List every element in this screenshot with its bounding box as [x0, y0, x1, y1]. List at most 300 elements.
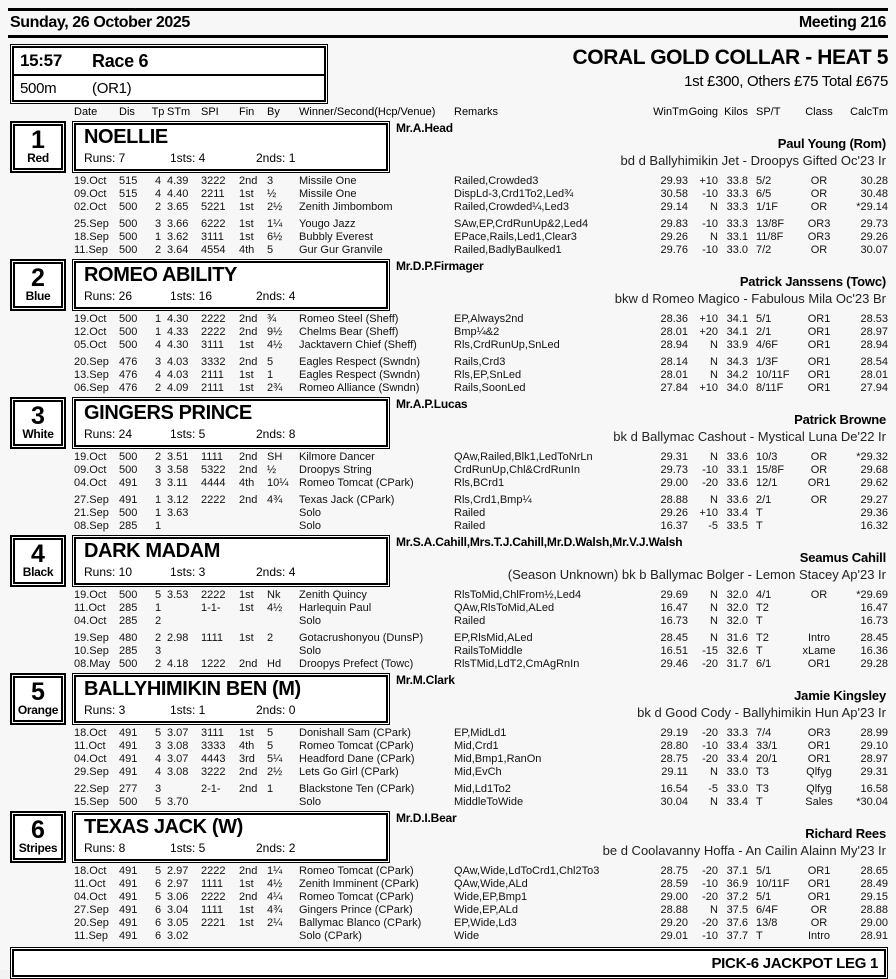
form-trap: 1 — [154, 602, 162, 614]
form-trap: 5 — [154, 589, 162, 601]
form-finish-position: 1st — [239, 201, 254, 213]
form-remarks: Rls,Crd1,Bmp¼ — [454, 494, 532, 506]
form-distance: 500 — [119, 451, 138, 463]
form-date: 08.May — [74, 658, 111, 670]
form-remarks: Bmp¼&2 — [454, 326, 500, 338]
race-time: 15:57 — [20, 51, 62, 70]
form-row — [74, 188, 888, 201]
form-distance: 500 — [119, 326, 138, 338]
form-lines — [8, 865, 888, 943]
form-winner-second: Romeo Steel (Sheff) — [299, 313, 399, 325]
form-row — [74, 175, 888, 188]
form-split-positions: 2222 — [201, 494, 226, 506]
trap-badge — [10, 535, 66, 587]
form-date: 10.Sep — [74, 645, 109, 657]
form-row — [74, 477, 888, 490]
form-winner-second: Lets Go Girl (CPark) — [299, 766, 399, 778]
form-row — [74, 369, 888, 382]
col-header-wintm: WinTm — [653, 106, 688, 118]
form-calculated-time: 29.27 — [860, 494, 888, 506]
form-winner-second: Jacktavern Chief (Sheff) — [299, 339, 417, 351]
form-starting-price: 2/1 — [756, 494, 772, 506]
col-header-date: Date — [74, 106, 98, 118]
form-sectional-time: 4.33 — [167, 326, 189, 338]
runs-count: Runs: 10 — [84, 565, 133, 579]
form-winning-time: 28.45 — [660, 632, 688, 644]
form-trap: 1 — [154, 326, 162, 338]
form-winning-time: 28.75 — [660, 753, 688, 765]
form-remarks: Rls,CrdRunUp,SnLed — [454, 339, 560, 351]
form-winning-time: 29.00 — [660, 891, 688, 903]
form-sectional-time: 2.97 — [167, 878, 189, 890]
form-starting-price: 13/8F — [756, 218, 785, 230]
column-headers — [74, 106, 888, 119]
form-starting-price: 20/1 — [756, 753, 778, 765]
col-header-going: Going — [688, 106, 718, 118]
form-winning-margin: 1¼ — [267, 218, 283, 230]
form-split-positions: 1222 — [201, 658, 226, 670]
form-calculated-time: 28.91 — [860, 930, 888, 942]
form-starting-price: 5/1 — [756, 313, 772, 325]
form-finish-position: 1st — [239, 904, 254, 916]
form-trap: 1 — [154, 494, 162, 506]
form-finish-position: 4th — [239, 740, 255, 752]
form-split-positions: 2222 — [201, 313, 226, 325]
form-calculated-time: 16.36 — [860, 645, 888, 657]
form-date: 18.Oct — [74, 865, 107, 877]
form-winning-margin: 6½ — [267, 231, 283, 243]
form-trap: 5 — [154, 727, 162, 739]
form-winning-time: 16.54 — [660, 783, 688, 795]
form-race-class: OR — [810, 589, 828, 601]
form-winning-margin — [267, 796, 299, 809]
form-winner-second: Droopys Prefect (Towc) — [299, 658, 414, 670]
form-distance: 476 — [119, 369, 138, 381]
form-calculated-time: 28.49 — [860, 878, 888, 890]
form-race-class: OR — [810, 188, 828, 200]
form-remarks: QAw,Wide,LdToCrd1,Chl2To3 — [454, 865, 600, 877]
form-row — [74, 451, 888, 464]
form-winning-time: 28.01 — [660, 326, 688, 338]
form-trap: 3 — [154, 218, 162, 230]
form-finish-position: 2nd — [239, 356, 258, 368]
seconds-count: 2nds: 0 — [256, 703, 296, 717]
form-winning-time: 29.46 — [660, 658, 688, 670]
form-sectional-time: 3.06 — [167, 891, 189, 903]
form-winner-second: Romeo Tomcat (CPark) — [299, 865, 414, 877]
form-finish-position: 2nd — [239, 464, 258, 476]
owner-name: Mr.S.A.Cahill,Mrs.T.J.Cahill,Mr.D.Walsh,Mr.V.J.Walsh — [396, 535, 683, 549]
form-winning-margin: 4¾ — [267, 904, 283, 916]
form-row — [74, 796, 888, 809]
form-date: 11.Sep — [74, 930, 109, 942]
form-finish-position: 1st — [239, 231, 254, 243]
runner-section — [8, 535, 888, 671]
form-finish-position — [239, 615, 267, 628]
form-starting-price: T — [756, 615, 763, 627]
form-trap: 2 — [154, 632, 162, 644]
firsts-count: 1sts: 4 — [170, 151, 206, 165]
form-winning-margin: SH — [267, 451, 283, 463]
form-winning-margin: 9½ — [267, 326, 283, 338]
form-going-allowance: -10 — [702, 740, 718, 752]
runner-header — [8, 673, 888, 727]
firsts-count: 1sts: 16 — [170, 289, 213, 303]
form-race-class: OR1 — [807, 382, 831, 394]
form-finish-position: 1st — [239, 589, 254, 601]
form-winning-margin: 2½ — [267, 201, 283, 213]
form-row — [74, 494, 888, 507]
form-finish-position: 4th — [239, 477, 255, 489]
form-date: 27.Sep — [74, 494, 109, 506]
form-calculated-time: *29.69 — [856, 589, 888, 601]
form-winner-second: Solo — [299, 507, 322, 519]
runner-section — [8, 121, 888, 257]
form-finish-position: 1st — [239, 727, 254, 739]
form-trap: 1 — [154, 313, 162, 325]
form-distance: 500 — [119, 796, 138, 808]
form-calculated-time: 30.07 — [860, 244, 888, 256]
form-winning-time: 28.14 — [660, 356, 688, 368]
form-date: 29.Sep — [74, 766, 109, 778]
form-calculated-time: 29.10 — [860, 740, 888, 752]
form-weight-kilos: 33.4 — [726, 740, 748, 752]
form-split-positions: 4443 — [201, 753, 226, 765]
form-weight-kilos: 33.6 — [726, 494, 748, 506]
form-finish-position — [239, 645, 267, 658]
form-sectional-time: 4.09 — [167, 382, 189, 394]
form-remarks: Wide — [454, 930, 480, 942]
form-date: 02.Oct — [74, 201, 107, 213]
form-remarks: Railed — [454, 520, 486, 532]
form-distance: 491 — [119, 740, 138, 752]
trap-color-label: Orange — [17, 703, 59, 717]
form-date: 12.Oct — [74, 326, 107, 338]
race-info-box-inner — [12, 46, 326, 102]
form-winning-margin: 2 — [267, 632, 274, 644]
form-winner-second: Eagles Respect (Swndn) — [299, 369, 421, 381]
runner-name: TEXAS JACK (W) — [84, 816, 243, 838]
form-going-allowance: -20 — [702, 658, 718, 670]
form-calculated-time: 28.54 — [860, 356, 888, 368]
runner-stats — [84, 151, 378, 165]
form-distance: 285 — [119, 645, 138, 657]
form-race-class: OR1 — [807, 865, 831, 877]
form-weight-kilos: 33.4 — [726, 796, 748, 808]
form-winning-margin: 5 — [267, 244, 274, 256]
form-winner-second: Solo — [299, 796, 322, 808]
form-row — [74, 930, 888, 943]
form-winning-time: 28.88 — [660, 904, 688, 916]
form-going-allowance: -20 — [702, 865, 718, 877]
form-sectional-time: 4.18 — [167, 658, 189, 670]
col-header-stm: STm — [167, 106, 191, 118]
form-winning-time: 29.31 — [660, 451, 688, 463]
form-starting-price: 5/1 — [756, 865, 772, 877]
form-calculated-time: 16.47 — [860, 602, 888, 614]
form-going-allowance: N — [710, 339, 718, 351]
form-distance: 491 — [119, 494, 138, 506]
form-trap: 3 — [154, 645, 162, 657]
form-winning-time: 29.26 — [660, 231, 688, 243]
form-winning-margin: 1 — [267, 369, 274, 381]
form-sectional-time: 4.30 — [167, 339, 189, 351]
form-going-allowance: -10 — [702, 878, 718, 890]
form-finish-position: 1st — [239, 382, 254, 394]
form-remarks: Wide,EP,ALd — [454, 904, 519, 916]
trap-number: 6 — [31, 816, 45, 844]
form-winning-margin — [267, 645, 299, 658]
trainer-name: Jamie Kingsley — [794, 688, 886, 703]
form-sectional-time: 4.30 — [167, 313, 189, 325]
runner-name-box — [72, 811, 390, 863]
form-winning-margin: 4½ — [267, 878, 283, 890]
runner-name-box — [72, 673, 390, 725]
form-weight-kilos: 33.3 — [726, 218, 748, 230]
firsts-count: 1sts: 3 — [170, 565, 206, 579]
form-trap: 2 — [154, 201, 162, 213]
form-finish-position: 2nd — [239, 783, 258, 795]
breeding-line: bd d Ballyhimikin Jet - Droopys Gifted Oc'23 Ir — [620, 153, 886, 168]
form-trap: 4 — [154, 369, 162, 381]
form-split-positions: 2222 — [201, 326, 226, 338]
form-lines — [8, 727, 888, 809]
form-going-allowance: -20 — [702, 753, 718, 765]
form-sectional-time: 4.03 — [167, 369, 189, 381]
form-winning-margin: 5¼ — [267, 753, 283, 765]
trainer-name: Seamus Cahill — [799, 550, 886, 565]
form-split-positions — [201, 645, 239, 658]
form-calculated-time: 16.58 — [860, 783, 888, 795]
form-finish-position: 2nd — [239, 313, 258, 325]
form-going-allowance: N — [710, 201, 718, 213]
form-trap: 3 — [154, 477, 162, 489]
form-finish-position — [239, 507, 267, 520]
form-winner-second: Romeo Tomcat (CPark) — [299, 477, 414, 489]
form-row — [74, 313, 888, 326]
form-race-class — [798, 520, 840, 533]
form-distance: 491 — [119, 766, 138, 778]
form-going-allowance: +20 — [699, 326, 718, 338]
form-weight-kilos: 33.3 — [726, 188, 748, 200]
form-race-class: OR — [810, 904, 828, 916]
form-date: 04.Oct — [74, 477, 107, 489]
runner-connections — [396, 535, 888, 583]
form-race-class: Qlfyg — [806, 783, 832, 795]
trap-badge-inner — [13, 676, 63, 722]
form-distance: 491 — [119, 904, 138, 916]
form-starting-price: T3 — [756, 783, 769, 795]
form-winner-second: Romeo Tomcat (CPark) — [299, 891, 414, 903]
form-weight-kilos: 33.3 — [726, 727, 748, 739]
form-split-positions: 1111 — [201, 878, 224, 890]
form-remarks: QAw,Wide,ALd — [454, 878, 528, 890]
form-remarks: QAw,RlsToMid,ALed — [454, 602, 555, 614]
form-row — [74, 231, 888, 244]
form-row — [74, 865, 888, 878]
form-row — [74, 339, 888, 352]
form-race-class: xLame — [802, 645, 836, 657]
form-starting-price: 7/2 — [756, 244, 772, 256]
form-date: 04.Oct — [74, 753, 107, 765]
form-starting-price: T2 — [756, 632, 769, 644]
form-calculated-time: *29.32 — [856, 451, 888, 463]
seconds-count: 2nds: 8 — [256, 427, 296, 441]
trap-number: 1 — [31, 126, 45, 154]
form-winner-second: Gotacrushonyou (DunsP) — [299, 632, 424, 644]
runner-name-box-inner — [74, 399, 388, 447]
form-calculated-time: 28.53 — [860, 313, 888, 325]
form-trap: 2 — [154, 382, 162, 394]
form-date: 13.Sep — [74, 369, 109, 381]
form-winning-time: 30.04 — [660, 796, 688, 808]
firsts-count: 1sts: 1 — [170, 703, 206, 717]
form-trap: 2 — [154, 451, 162, 463]
runner-connections — [396, 673, 888, 721]
form-lines — [8, 589, 888, 671]
form-date: 25.Sep — [74, 218, 109, 230]
form-weight-kilos: 37.6 — [726, 917, 748, 929]
form-remarks: RlsToMid,ChlFrom½,Led4 — [454, 589, 582, 601]
form-race-class: OR3 — [807, 218, 831, 230]
form-winning-margin: 4¼ — [267, 891, 283, 903]
runner-name: ROMEO ABILITY — [84, 264, 237, 286]
runs-count: Runs: 8 — [84, 841, 126, 855]
form-trap: 6 — [154, 904, 162, 916]
form-date: 05.Oct — [74, 339, 107, 351]
form-calculated-time: 28.97 — [860, 326, 888, 338]
form-split-positions: 1-1- — [201, 602, 221, 614]
form-split-positions: 5221 — [201, 201, 226, 213]
form-row — [74, 589, 888, 602]
form-starting-price: 1/1F — [756, 201, 779, 213]
form-trap: 6 — [154, 878, 162, 890]
trap-color-label: Black — [22, 565, 54, 579]
breeding-line: bkw d Romeo Magico - Fabulous Mila Oc'23 Br — [614, 291, 886, 306]
form-calculated-time: 27.94 — [860, 382, 888, 394]
form-winning-margin: 10¼ — [267, 477, 289, 489]
runner-section — [8, 673, 888, 809]
runner-header — [8, 121, 888, 175]
form-weight-kilos: 32.6 — [726, 645, 748, 657]
form-winning-margin: 5 — [267, 727, 274, 739]
form-winner-second: Droopys String — [299, 464, 372, 476]
form-split-positions: 1111 — [201, 904, 224, 916]
form-split-positions: 2111 — [201, 382, 224, 394]
race-time-row — [14, 48, 324, 76]
form-distance: 500 — [119, 218, 138, 230]
form-date: 09.Oct — [74, 464, 107, 476]
form-row — [74, 727, 888, 740]
form-going-allowance: -10 — [702, 244, 718, 256]
runner-name-box-inner — [74, 123, 388, 171]
form-split-positions — [201, 930, 239, 943]
form-weight-kilos: 33.6 — [726, 451, 748, 463]
form-calculated-time: *29.14 — [856, 201, 888, 213]
form-date: 04.Oct — [74, 891, 107, 903]
form-distance: 476 — [119, 356, 138, 368]
form-split-positions: 4444 — [201, 477, 226, 489]
form-starting-price: 4/6F — [756, 339, 779, 351]
form-date: 11.Oct — [74, 878, 106, 890]
form-row — [74, 645, 888, 658]
form-lines — [8, 451, 888, 533]
form-starting-price: 10/11F — [756, 369, 790, 381]
form-finish-position: 2nd — [239, 494, 258, 506]
form-winner-second: Gur Gur Granvile — [299, 244, 383, 256]
pick6-label: PICK-6 JACKPOT LEG 1 — [711, 954, 878, 972]
form-remarks: Mid,Crd1 — [454, 740, 499, 752]
meeting-number: Meeting 216 — [798, 14, 886, 31]
form-winning-time: 29.26 — [660, 507, 688, 519]
runner-connections — [396, 811, 888, 859]
form-winning-time: 28.36 — [660, 313, 688, 325]
form-winning-margin: Hd — [267, 658, 282, 670]
race-info-box — [10, 44, 328, 104]
form-split-positions: 2222 — [201, 589, 226, 601]
form-date: 18.Oct — [74, 727, 107, 739]
form-date: 19.Sep — [74, 632, 109, 644]
form-trap: 6 — [154, 930, 162, 942]
form-weight-kilos: 31.7 — [726, 658, 748, 670]
date-divider-rule — [8, 35, 888, 38]
form-race-class: OR — [810, 494, 828, 506]
form-remarks: Wide,EP,Bmp1 — [454, 891, 528, 903]
form-winning-margin: 2¾ — [267, 382, 283, 394]
trap-badge-inner — [13, 400, 63, 446]
form-going-allowance: -20 — [702, 477, 718, 489]
form-going-allowance: -20 — [702, 727, 718, 739]
form-winner-second: Donishall Sam (CPark) — [299, 727, 411, 739]
form-winning-time: 29.11 — [661, 766, 688, 778]
form-sectional-time: 3.02 — [167, 930, 189, 942]
form-race-class: OR — [810, 175, 828, 187]
form-winner-second: Romeo Alliance (Swndn) — [299, 382, 420, 394]
form-winning-margin: 5 — [267, 740, 274, 752]
form-sectional-time: 3.66 — [167, 218, 189, 230]
form-split-positions: 3111 — [201, 727, 224, 739]
form-winning-time: 16.73 — [660, 615, 688, 627]
form-weight-kilos: 33.0 — [726, 766, 748, 778]
form-weight-kilos: 33.5 — [726, 520, 748, 532]
form-finish-position: 1st — [239, 602, 254, 614]
form-race-class: OR1 — [807, 658, 831, 670]
runner-stats — [84, 289, 378, 303]
form-starting-price: 1/3F — [756, 356, 779, 368]
form-split-positions: 3111 — [201, 339, 224, 351]
breeding-line: be d Coolavanny Hoffa - An Cailin Alainn My'23 Ir — [602, 843, 886, 858]
form-sectional-time: 3.08 — [167, 766, 189, 778]
form-going-allowance: -10 — [702, 188, 718, 200]
seconds-count: 2nds: 4 — [256, 565, 296, 579]
form-split-positions: 2111 — [201, 369, 224, 381]
runner-name: NOELLIE — [84, 126, 168, 148]
runner-name-box — [72, 397, 390, 449]
form-race-class: OR1 — [807, 878, 831, 890]
form-winner-second: Solo — [299, 615, 322, 627]
form-date: 11.Sep — [74, 244, 109, 256]
form-distance: 500 — [119, 339, 138, 351]
form-race-class: OR — [810, 451, 828, 463]
pick6-banner-inner — [12, 949, 886, 977]
form-going-allowance: -20 — [702, 917, 718, 929]
form-date: 22.Sep — [74, 783, 109, 795]
date-line — [8, 11, 888, 35]
form-remarks: Mid,Ld1To2 — [454, 783, 511, 795]
trap-number: 5 — [31, 678, 45, 706]
race-title-block — [573, 44, 888, 104]
form-calculated-time: *30.04 — [856, 796, 888, 808]
